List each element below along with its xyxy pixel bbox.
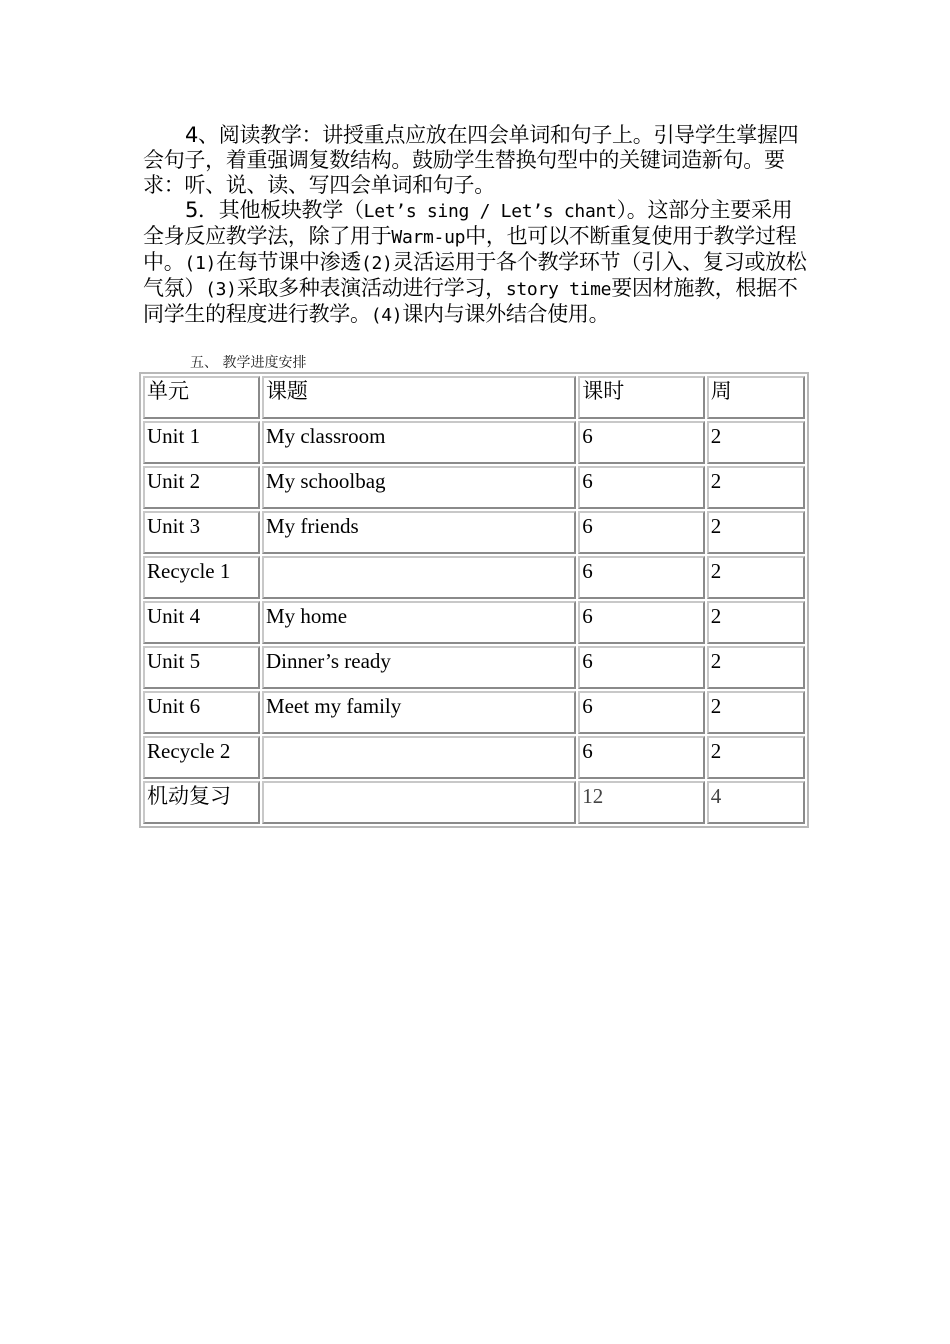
text-run: 在每节课中渗透: [216, 250, 361, 274]
text-run: ）。这部分主要采用全身反应教学法，除了用于: [143, 198, 793, 248]
table-row: [143, 646, 805, 689]
cell-periods: 6: [578, 556, 705, 599]
text-run: 5．其他板块教学（: [185, 198, 364, 222]
table-row: [143, 601, 805, 644]
text-run: (4): [370, 305, 403, 326]
table-row: [143, 421, 805, 464]
cell-topic: [262, 736, 576, 779]
cell-periods: 12: [578, 781, 705, 824]
text-run: 灵活运用于各个教学环节（引入、复习或放松气氛）: [143, 250, 807, 300]
cell-topic: [262, 556, 576, 599]
cell-periods: 6: [578, 511, 705, 554]
cell-unit: Unit 2: [143, 466, 260, 509]
table-row: [143, 511, 805, 554]
cell-unit: Recycle 2: [143, 736, 260, 779]
header-cell-topic: 课题: [262, 376, 576, 419]
table-row: [143, 736, 805, 779]
table-row: [143, 691, 805, 734]
cell-weeks: 2: [707, 691, 805, 734]
cell-topic: Meet my family: [262, 691, 576, 734]
cell-topic: My home: [262, 601, 576, 644]
cell-periods: 6: [578, 421, 705, 464]
text-run: 课内与课外结合使用。: [402, 302, 610, 326]
text-run: (1): [184, 253, 217, 274]
cell-periods: 6: [578, 736, 705, 779]
text-run: Let’s sing / Let’s chant: [363, 201, 617, 222]
table-row: [143, 466, 805, 509]
text-run: (2): [360, 253, 393, 274]
cell-topic: My classroom: [262, 421, 576, 464]
text-run: (3): [205, 279, 237, 300]
cell-weeks: 2: [707, 736, 805, 779]
cell-weeks: 2: [707, 601, 805, 644]
text-run: story time: [505, 279, 612, 300]
cell-weeks: 2: [707, 556, 805, 599]
cell-periods: 6: [578, 466, 705, 509]
table-header-row: [143, 376, 805, 419]
cell-unit: Unit 4: [143, 601, 260, 644]
section-heading: 五、 教学进度安排: [190, 355, 307, 371]
cell-weeks: 2: [707, 421, 805, 464]
text-run: 采取多种表演活动进行学习，: [236, 276, 506, 300]
cell-unit: Recycle 1: [143, 556, 260, 599]
text-run: 中，也可以不断重复使用于教学过程中。: [143, 224, 797, 274]
text-run: Warm-up: [391, 227, 466, 248]
table-row: [143, 556, 805, 599]
schedule-table: [139, 372, 809, 828]
cell-periods: 6: [578, 646, 705, 689]
paragraph-text: 4、阅读教学：讲授重点应放在四会单词和句子上。引导学生掌握四会句子，着重强调复数结构。鼓励学生替换句型中的关键词造新句。要求：听、说、读、写四会单词和句子。: [143, 123, 799, 197]
cell-periods: 6: [578, 691, 705, 734]
cell-weeks: 2: [707, 646, 805, 689]
cell-unit: Unit 5: [143, 646, 260, 689]
cell-unit: Unit 1: [143, 421, 260, 464]
cell-weeks: 2: [707, 511, 805, 554]
header-cell-weeks: 周: [707, 376, 805, 419]
cell-topic: [262, 781, 576, 824]
cell-weeks: 2: [707, 466, 805, 509]
cell-unit: Unit 3: [143, 511, 260, 554]
table-row: [143, 781, 805, 824]
header-cell-unit: 单元: [143, 376, 260, 419]
paragraph-other-modules: [143, 198, 807, 328]
cell-topic: My friends: [262, 511, 576, 554]
cell-periods: 6: [578, 601, 705, 644]
header-cell-periods: 课时: [578, 376, 705, 419]
cell-unit: 机动复习: [143, 781, 260, 824]
text-run: 要因材施教，根据不同学生的程度进行教学。: [143, 276, 798, 326]
cell-unit: Unit 6: [143, 691, 260, 734]
cell-topic: Dinner’s ready: [262, 646, 576, 689]
cell-topic: My schoolbag: [262, 466, 576, 509]
cell-weeks: 4: [707, 781, 805, 824]
paragraph-reading-teaching: [143, 123, 807, 198]
